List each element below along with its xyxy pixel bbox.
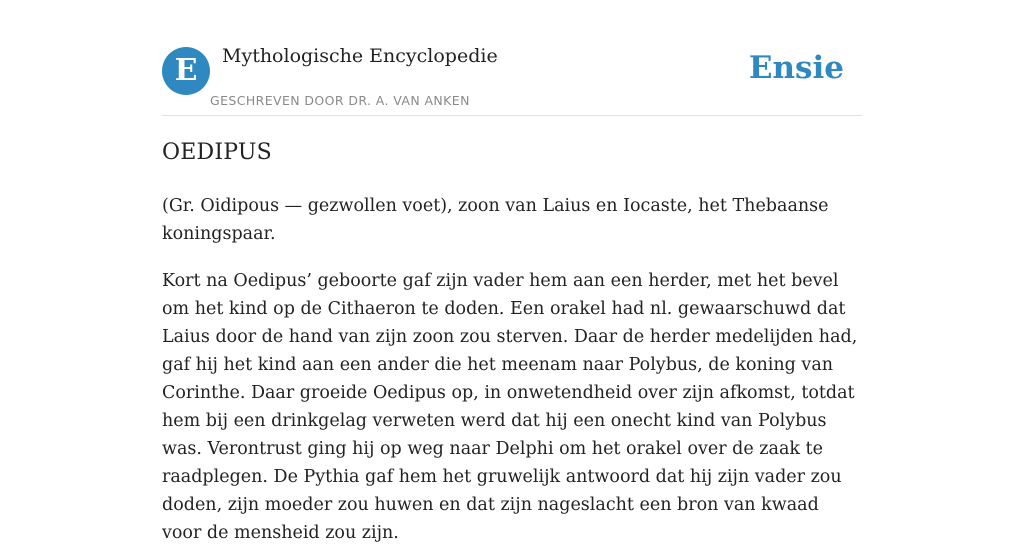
page-container <box>162 0 862 543</box>
publication-title[interactable]: Mythologische Encyclopedie <box>222 45 498 67</box>
article-paragraph: Kort na Oedipus’ geboorte gaf zijn vader hem aan een herder, met het bevel om het kind op de Cithaeron te doden. Een orakel had nl. gewaarschuwd dat Laius door de hand van zijn zoon zou sterven. Daar de herder medelijden had, gaf hij het kind aan een ander die het meenam naar Polybus, de koning van Corinthe. Daar groeide Oedipus op, in onwetendheid over zijn afkomst, totdat hem bij een drinkgelag verweten werd dat hij een onecht kind van Polybus was. Verontrust ging hij op weg naar Delphi om het orakel over de zaak te raadplegen. De Pythia gaf hem het gruwelijk antwoord dat hij zijn vader zou doden, zijn moeder zou huwen en dat zijn nageslacht een bron van kwaad voor de mensheid zou zijn. <box>162 271 858 543</box>
article-paragraph: (Gr. Oidipous — gezwollen voet), zoon van Laius en Iocaste, het Thebaanse koningspaar. <box>162 196 829 244</box>
header <box>162 0 862 116</box>
brand-logo[interactable]: Ensie <box>748 50 844 86</box>
author-byline[interactable]: GESCHREVEN DOOR DR. A. VAN ANKEN <box>210 93 470 108</box>
publication-logo-icon[interactable]: E <box>162 47 210 95</box>
article-title: OEDIPUS <box>162 140 272 165</box>
